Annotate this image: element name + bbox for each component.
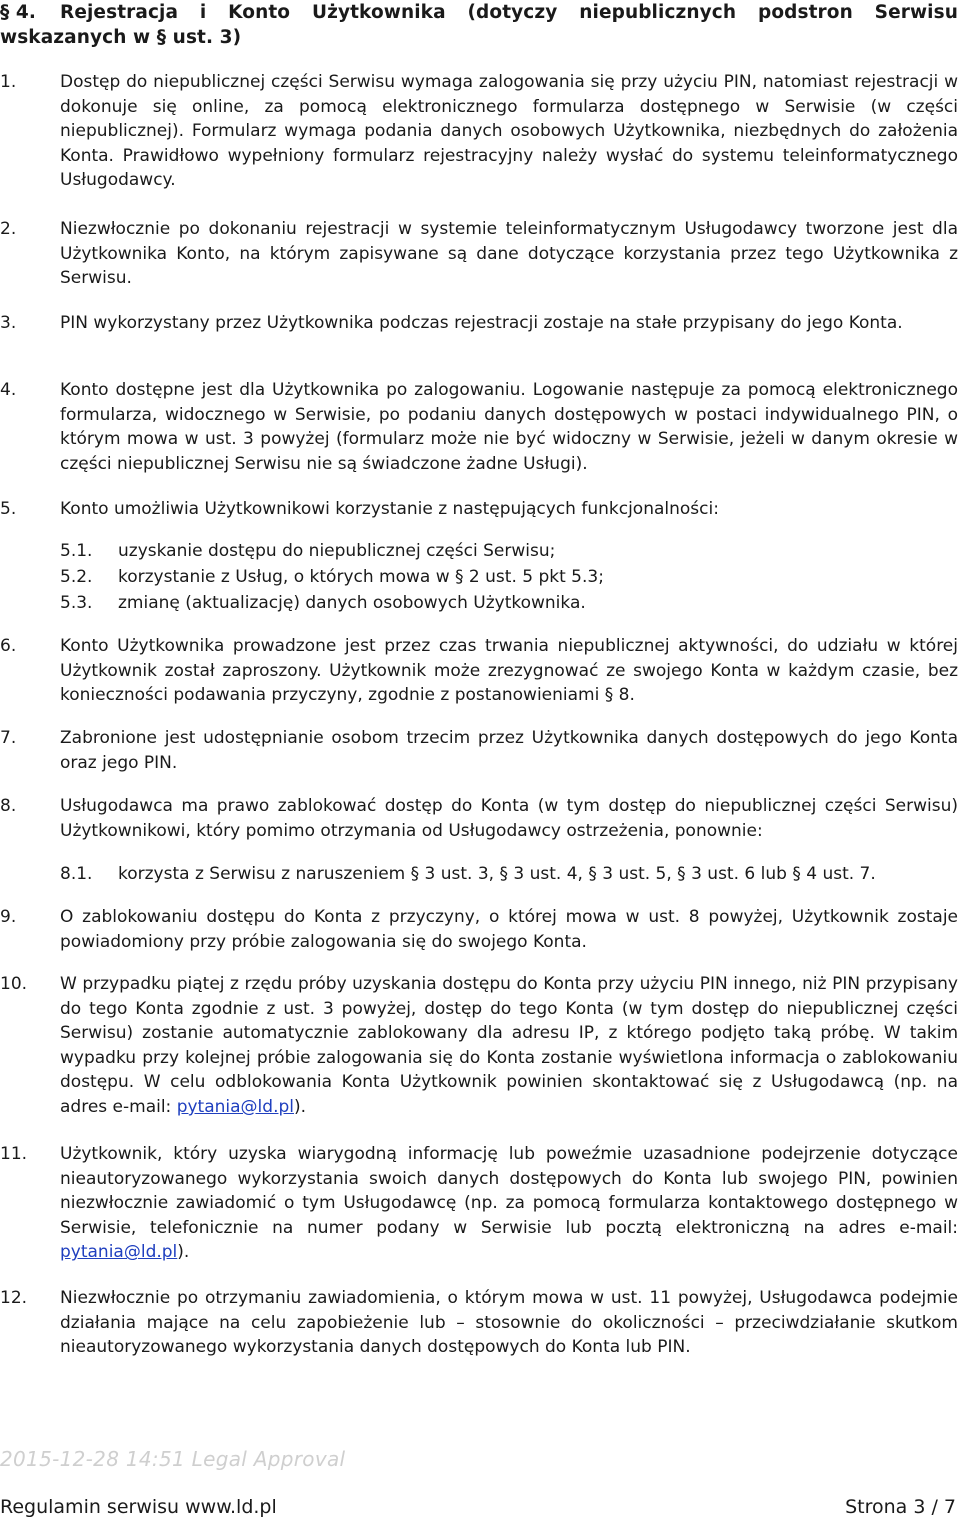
sub-item-text: zmianę (aktualizację) danych osobowych Użytkownika. [118,593,586,613]
paragraph-number: 12. [0,1288,28,1308]
page-number: Strona 3 / 7 [845,1496,956,1518]
paragraph-number: 1. [0,72,17,92]
email-link[interactable]: pytania@ld.pl [176,1096,294,1117]
sub-item-number: 5.1. [60,541,93,561]
paragraph-number: 6. [0,636,17,656]
paragraph-number: 9. [0,907,17,927]
paragraph-number: 10. [0,974,28,994]
footer-title: Regulamin serwisu www.ld.pl [0,1496,277,1518]
paragraph-number: 11. [0,1144,28,1164]
sub-item-number: 5.3. [60,593,93,613]
paragraph-text: PIN wykorzystany przez Użytkownika podczas rejestracji zostaje na stałe przypisany do jego Konta. [60,313,903,333]
paragraph-number: 5. [0,499,17,519]
paragraph-text [60,972,958,1120]
paragraph-text: Niezwłocznie po dokonaniu rejestracji w systemie teleinformatycznym Usługodawcy tworzone jest dla Użytkownika Konto, na którym zapisywane są dane dotyczące korzystania przez tego Użytkownika z Serwisu. [60,219,958,289]
sub-item-number: 5.2. [60,567,93,587]
paragraph-number: 8. [0,796,17,816]
sub-item-text: korzystanie z Usług, o których mowa w § 2 ust. 5 pkt 5.3; [118,567,604,587]
approval-stamp: 2015-12-28 14:51 Legal Approval [0,1447,346,1471]
section-title: Rejestracja i Konto Użytkownika (dotyczy niepublicznych podstron Serwisu wskazanych w § ust. 3) [0,2,958,48]
paragraph-text: Niezwłocznie po otrzymaniu zawiadomienia, o którym mowa w ust. 11 powyżej, Usługodawca podejmie działania mające na celu zapobieżenie lub – stosownie do okoliczności – przeciwdziałanie skutkom nieautoryzowanego wykorzystania danych dostępowych do Konta lub PIN. [60,1288,958,1358]
sub-item-text: korzysta z Serwisu z naruszeniem § 3 ust. 3, § 3 ust. 4, § 3 ust. 5, § 3 ust. 6 lub § 4 ust. 7. [118,864,876,884]
paragraph-text: Konto dostępne jest dla Użytkownika po zalogowaniu. Logowanie następuje za pomocą elektronicznego formularza, widocznego w Serwisie, po podaniu danych dostępowych w postaci indywidualnego PIN, o którym mowa w ust. 3 powyżej (formularz może nie być widoczny w Serwisie, jeżeli w danym okresie w części niepublicznej Serwisu nie są świadczone żadne Usługi). [60,380,958,474]
email-link[interactable]: pytania@ld.pl [60,1242,178,1263]
paragraph-number: 3. [0,313,17,333]
paragraph-text-part: ). [177,1242,190,1263]
paragraph-text: Usługodawca ma prawo zablokować dostęp do Konta (w tym dostęp do niepublicznej części Serwisu) Użytkownikowi, który pomimo otrzymania od Usługodawcy ostrzeżenia, ponownie: [60,796,958,841]
paragraph-text: Dostęp do niepublicznej części Serwisu wymaga zalogowania się przy użyciu PIN, natomiast rejestracji w dokonuje się online, za pomocą elektronicznego formularza dostępnego w Serwisie (w części niepublicznej). Formularz wymaga podania danych osobowych Użytkownika, niezbędnych do założenia Konta. Prawidłowo wypełniony formularz rejestracyjny należy wysłać do systemu teleinformatycznego Usługodawcy. [60,72,958,191]
paragraph-number: 7. [0,728,17,748]
paragraph-text: Zabronione jest udostępnianie osobom trzecim przez Użytkownika danych dostępowych do jego Konta oraz jego PIN. [60,728,958,773]
sub-item-text: uzyskanie dostępu do niepublicznej części Serwisu; [118,541,556,561]
sub-item-number: 8.1. [60,864,93,884]
paragraph-number: 2. [0,219,17,239]
section-heading [0,0,958,50]
paragraph-text: Konto umożliwia Użytkownikowi korzystanie z następujących funkcjonalności: [60,499,719,519]
paragraph-text-part: W przypadku piątej z rzędu próby uzyskania dostępu do Konta przy użyciu PIN innego, niż PIN przypisany do tego Konta zgodnie z ust. 3 powyżej, dostęp do tego Konta (w tym dostęp do niepublicznej części Serwisu) zostanie automatycznie zablokowany dla adresu IP, z którego podjęto taką próbę. W takim wypadku przy kolejnej próbie zalogowania się do Konta zostanie wyświetlona informacja o zablokowaniu dostępu. W celu odblokowania Konta Użytkownik powinien skontaktować się z Usługodawcą (np. na adres e-mail: [60,974,958,1117]
paragraph-text: Konto Użytkownika prowadzone jest przez czas trwania niepublicznej aktywności, do udziału w której Użytkownik został zaproszony. Użytkownik może zrezygnować ze swojego Konta w każdym czasie, bez konieczności podawania przyczyny, zgodnie z postanowieniami § 8. [60,636,958,706]
section-number: § 4. [0,2,36,23]
paragraph-text-part: ). [294,1096,307,1117]
paragraph-number: 4. [0,380,17,400]
paragraph-text: O zablokowaniu dostępu do Konta z przyczyny, o której mowa w ust. 8 powyżej, Użytkownik zostaje powiadomiony przy próbie zalogowania się do swojego Konta. [60,907,958,952]
paragraph-text-part: Użytkownik, który uzyska wiarygodną informację lub poweźmie uzasadnione podejrzenie dotyczące nieautoryzowanego wykorzystania swoich danych dostępowych do Konta lub swojego PIN, powinien niezwłocznie zawiadomić o tym Usługodawcę (np. za pomocą formularza kontaktowego dostępnego w Serwisie, telefonicznie na numer podany w Serwisie lub pocztą elektroniczną na adres e-mail: [60,1144,958,1238]
paragraph-text [60,1142,958,1265]
